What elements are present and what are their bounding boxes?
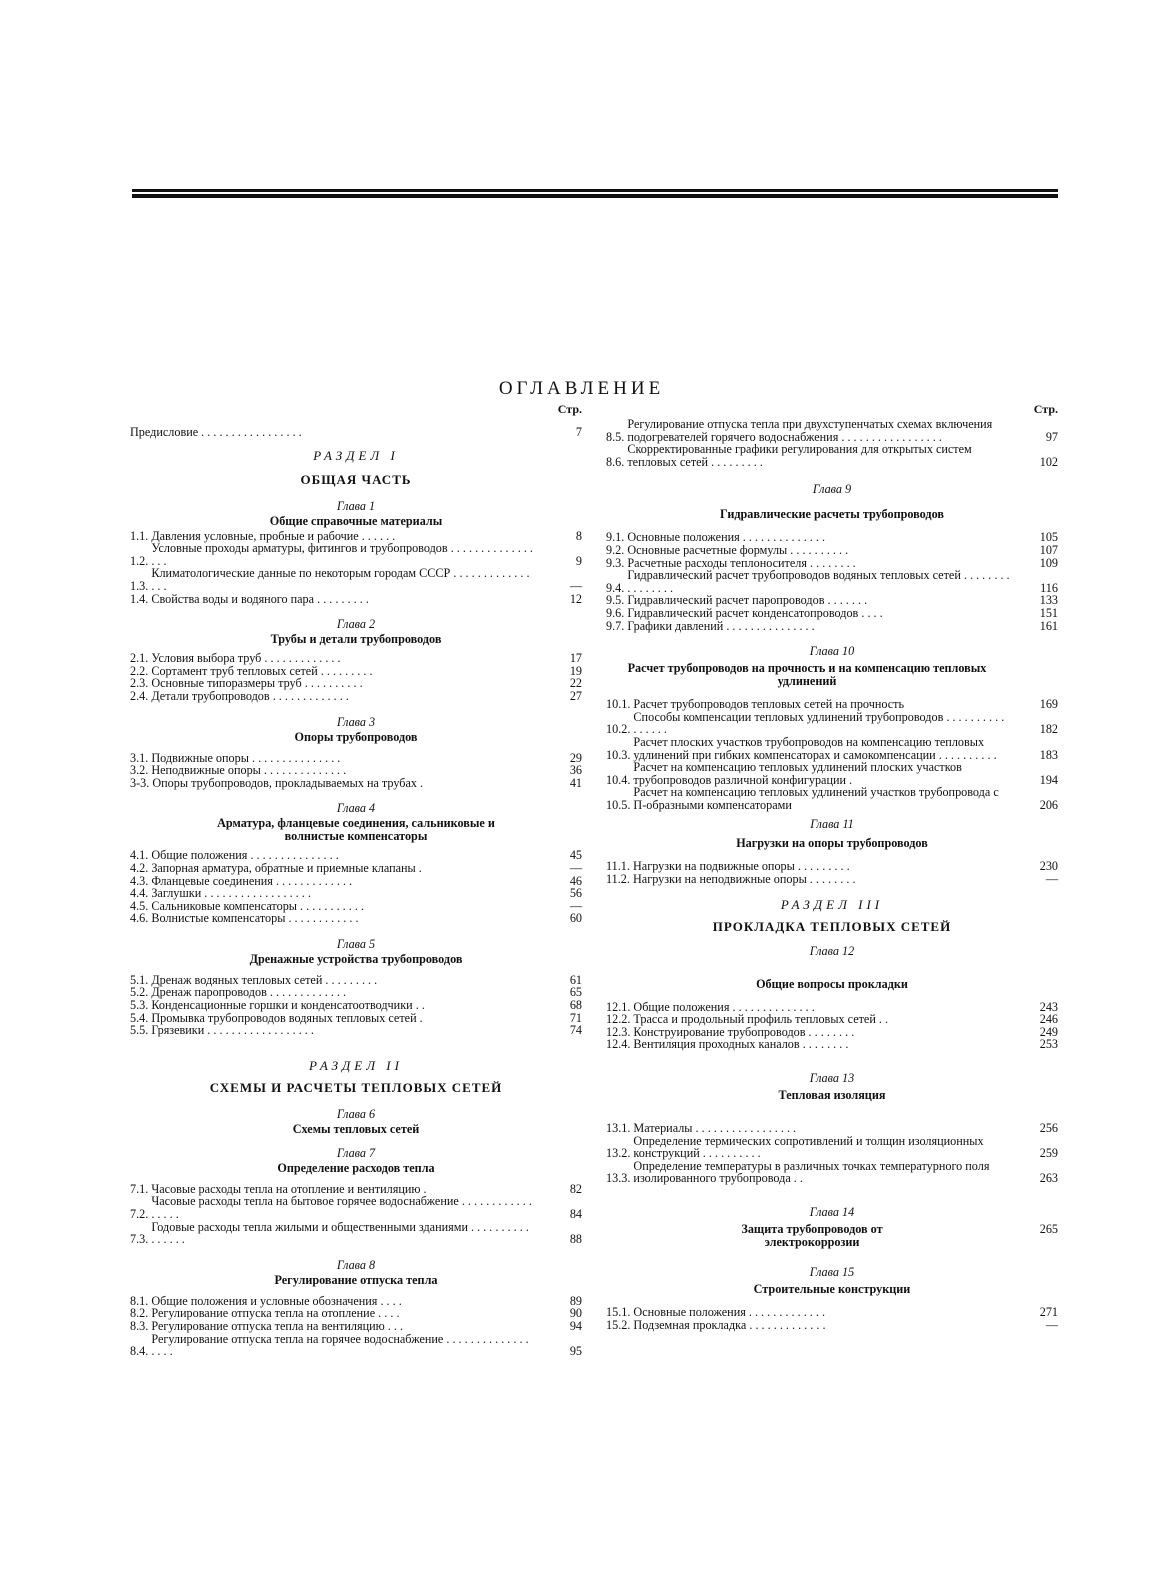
chapter-title: Строительные конструкции bbox=[753, 1282, 911, 1296]
chapter-label: Глава 7 bbox=[336, 1145, 376, 1160]
toc-entry: 4.2. Запорная арматура, обратные и приемные клапаны . — bbox=[130, 860, 582, 875]
toc-entry: 5.3. Конденсационные горшки и конденсатоотводчики . . 68 bbox=[130, 998, 582, 1013]
toc-entry: 7.2. Часовые расходы тепла на бытовое горячее водоснабжение . . . . . . . . . . . . . . . . . 84 bbox=[130, 1194, 582, 1222]
toc-entry: 3-3. Опоры трубопроводов, прокладываемых на трубах . 41 bbox=[130, 775, 582, 790]
chapter-title: Расчет трубопроводов на прочность и на компенсацию тепловых удлинений bbox=[627, 661, 987, 689]
toc-entry: 15.1. Основные положения . . . . . . . . . . . . . 271 bbox=[606, 1305, 1058, 1319]
toc-entry: 1.4. Свойства воды и водяного пара . . . . . . . . . 12 bbox=[130, 591, 582, 606]
chapter-title: Тепловая изоляция bbox=[778, 1088, 886, 1103]
toc-entry: 3.2. Неподвижные опоры . . . . . . . . . . . . . . 36 bbox=[130, 763, 582, 778]
toc-right-column bbox=[606, 402, 1058, 1331]
toc-entry: 5.4. Промывка трубопроводов водяных тепловых сетей . 71 bbox=[130, 1010, 582, 1025]
toc-entry: 9.1. Основные положения . . . . . . . . . . . . . . 105 bbox=[606, 530, 1058, 545]
toc-entry: 1.3. Климатологические данные по некоторым городам СССР . . . . . . . . . . . . . . . . — bbox=[130, 566, 582, 593]
toc-entry: 11.1. Нагрузки на подвижные опоры . . . . . . . . . 230 bbox=[606, 859, 1058, 874]
toc-entry: 9.6. Гидравлический расчет конденсатопроводов . . . . 151 bbox=[606, 605, 1058, 620]
toc-entry: 10.2. Способы компенсации тепловых удлинений трубопроводов . . . . . . . . . . . . . . . . 182 bbox=[606, 709, 1058, 737]
chapter-label: Глава 4 bbox=[336, 801, 376, 816]
chapter-title: Арматура, фланцевые соединения, сальниковые и волнистые компенсаторы bbox=[217, 816, 495, 844]
chapter-title: Схемы тепловых сетей bbox=[292, 1121, 420, 1136]
section-title: СХЕМЫ И РАСЧЕТЫ ТЕПЛОВЫХ СЕТЕЙ bbox=[209, 1079, 503, 1095]
toc-left-column bbox=[130, 402, 582, 1358]
toc-entry: 12.1. Общие положения . . . . . . . . . . . . . . 243 bbox=[606, 999, 1058, 1014]
chapter-title: Нагрузки на опоры трубопроводов bbox=[736, 836, 928, 851]
toc-entry: 4.4. Заглушки . . . . . . . . . . . . . . . . . . 56 bbox=[130, 886, 582, 901]
toc-entry: 4.6. Волнистые компенсаторы . . . . . . . . . . . . 60 bbox=[130, 911, 582, 926]
chapter-page: 265 bbox=[1039, 1222, 1058, 1236]
page-column-header: Стр. bbox=[1033, 402, 1058, 416]
toc-entry: 9.3. Расчетные расходы теплоносителя . . . . . . . . 109 bbox=[606, 555, 1058, 570]
chapter-title: Общие вопросы прокладки bbox=[756, 976, 908, 991]
toc-entry: 7.3. Годовые расходы тепла жилыми и общественными зданиями . . . . . . . . . . . . . . . . 88 bbox=[130, 1219, 582, 1247]
chapter-label: Глава 6 bbox=[336, 1106, 376, 1121]
chapter-title: Регулирование отпуска тепла bbox=[274, 1272, 438, 1287]
chapter-title: Трубы и детали трубопроводов bbox=[270, 632, 442, 647]
toc-entry: 3.1. Подвижные опоры . . . . . . . . . . . . . . . 29 bbox=[130, 750, 582, 765]
section-label: РАЗДЕЛ III bbox=[780, 896, 884, 912]
chapter-title: Дренажные устройства трубопроводов bbox=[249, 951, 463, 966]
chapter-title: Определение расходов тепла bbox=[277, 1160, 435, 1175]
chapter-label: Глава 3 bbox=[336, 714, 376, 729]
toc-entry: 10.5. Расчет на компенсацию тепловых удлинений участков трубопровода с П-образными компенсаторами 206 bbox=[606, 785, 1058, 812]
toc-entry: 5.2. Дренаж паропроводов . . . . . . . . . . . . . 65 bbox=[130, 985, 582, 1000]
toc-entry: 2.2. Сортамент труб тепловых сетей . . . . . . . . . 19 bbox=[130, 663, 582, 678]
chapter-14-row bbox=[606, 1223, 1058, 1249]
toc-entry: 8.6. Скорректированные графики регулирования для открытых систем тепловых сетей . . . . . . . . . 102 bbox=[606, 442, 1058, 469]
section-label: РАЗДЕЛ II bbox=[309, 1057, 403, 1073]
toc-entry: 12.3. Конструирование трубопроводов . . . . . . . . 249 bbox=[606, 1024, 1058, 1039]
toc-entry: 10.4. Расчет на компенсацию тепловых удлинений плоских участков трубопроводов различной конфигурации . 194 bbox=[606, 760, 1058, 787]
toc-entry: 4.5. Сальниковые компенсаторы . . . . . . . . . . . — bbox=[130, 898, 582, 913]
toc-entry: 4.3. Фланцевые соединения . . . . . . . . . . . . . 46 bbox=[130, 873, 582, 888]
chapter-title: Гидравлические расчеты трубопроводов bbox=[720, 507, 944, 522]
toc-entry: 12.4. Вентиляция проходных каналов . . . . . . . . 253 bbox=[606, 1037, 1058, 1052]
toc-entry: 13.2. Определение термических сопротивлений и толщин изоляционных конструкций . . . . . . . . . . 259 bbox=[606, 1133, 1058, 1161]
section-title: ПРОКЛАДКА ТЕПЛОВЫХ СЕТЕЙ bbox=[712, 918, 952, 934]
toc-entry: 1.2. Условные проходы арматуры, фитингов и трубопроводов . . . . . . . . . . . . . . . . . 9 bbox=[130, 541, 582, 568]
toc-entry: 8.1. Общие положения и условные обозначения . . . . 89 bbox=[130, 1293, 582, 1308]
toc-entry: 8.4. Регулирование отпуска тепла на горячее водоснабжение . . . . . . . . . . . . . . . . . . 95 bbox=[130, 1331, 582, 1359]
toc-entry: 8.2. Регулирование отпуска тепла на отопление . . . . 90 bbox=[130, 1306, 582, 1321]
toc-entry: 8.3. Регулирование отпуска тепла на вентиляцию . . . 94 bbox=[130, 1319, 582, 1333]
chapter-label: Глава 5 bbox=[336, 936, 376, 951]
page-title: ОГЛАВЛЕНИЕ bbox=[498, 378, 665, 399]
toc-entry: 7.1. Часовые расходы тепла на отопление и вентиляцию . 82 bbox=[130, 1181, 582, 1196]
toc-entry: 9.5. Гидравлический расчет паропроводов . . . . . . . 133 bbox=[606, 593, 1058, 608]
toc-entry: 2.1. Условия выбора труб . . . . . . . . . . . . . 17 bbox=[130, 651, 582, 666]
toc-entry: 10.1. Расчет трубопроводов тепловых сетей на прочность 169 bbox=[606, 697, 1058, 712]
chapter-label: Глава 1 bbox=[336, 498, 376, 513]
section-label: РАЗДЕЛ I bbox=[313, 447, 399, 463]
chapter-label: Глава 13 bbox=[809, 1071, 855, 1086]
toc-entry: 9.2. Основные расчетные формулы . . . . . . . . . . 107 bbox=[606, 542, 1058, 557]
chapter-label: Глава 9 bbox=[812, 482, 852, 497]
toc-entry: 1.1. Давления условные, пробные и рабочие . . . . . . 8 bbox=[130, 528, 582, 543]
chapter-label: Глава 11 bbox=[810, 817, 854, 832]
toc-entry: 9.7. Графики давлений . . . . . . . . . . . . . . . 161 bbox=[606, 618, 1058, 633]
toc-entry: 9.4. Гидравлический расчет трубопроводов водяных тепловых сетей . . . . . . . . . . . . . . . . 116 bbox=[606, 568, 1058, 595]
chapter-label: Глава 2 bbox=[336, 617, 376, 632]
chapter-label: Глава 15 bbox=[809, 1265, 855, 1279]
toc-entry: 2.4. Детали трубопроводов . . . . . . . . . . . . . 27 bbox=[130, 688, 582, 703]
toc-entry: 12.2. Трасса и продольный профиль тепловых сетей . . 246 bbox=[606, 1012, 1058, 1027]
chapter-title: Общие справочные материалы bbox=[269, 513, 443, 528]
toc-entry: 5.5. Грязевики . . . . . . . . . . . . . . . . . . 74 bbox=[130, 1023, 582, 1038]
toc-entry: 11.2. Нагрузки на неподвижные опоры . . . . . . . . — bbox=[606, 872, 1058, 887]
toc-entry: 13.3. Определение температуры в различных точках температурного поля изолированного трубопровода . . 263 bbox=[606, 1158, 1058, 1186]
toc-entry: 2.3. Основные типоразмеры труб . . . . . . . . . . 22 bbox=[130, 676, 582, 691]
top-rule-thick bbox=[132, 194, 1058, 198]
chapter-title: Защита трубопроводов от электрокоррозии bbox=[741, 1222, 883, 1249]
chapter-label: Глава 12 bbox=[809, 943, 855, 958]
toc-entry: 13.1. Материалы . . . . . . . . . . . . . . . . . 256 bbox=[606, 1121, 1058, 1136]
toc-entry: 8.5. Регулирование отпуска тепла при двухступенчатых схемах включения подогревателей горячего водоснабжения . . . . . . . . . . . . . . . . . 97 bbox=[606, 417, 1058, 444]
page-column-header: Стр. bbox=[557, 402, 582, 416]
toc-entry: 15.2. Подземная прокладка . . . . . . . . . . . . . — bbox=[606, 1317, 1058, 1332]
top-rule-thin bbox=[132, 189, 1058, 192]
toc-entry: Предисловие . . . . . . . . . . . . . . . . . 7 bbox=[130, 425, 582, 439]
toc-entry: 5.1. Дренаж водяных тепловых сетей . . . . . . . . . 61 bbox=[130, 972, 582, 987]
section-title: ОБЩАЯ ЧАСТЬ bbox=[300, 471, 412, 487]
chapter-label: Глава 14 bbox=[809, 1205, 855, 1219]
chapter-label: Глава 8 bbox=[336, 1257, 376, 1272]
toc-entry: 4.1. Общие положения . . . . . . . . . . . . . . . 45 bbox=[130, 848, 582, 863]
chapter-label: Глава 10 bbox=[809, 644, 855, 659]
toc-entry: 10.3. Расчет плоских участков трубопроводов на компенсацию тепловых удлинений при гибких компенсаторах и самокомпенсации . . . . . . . . . . 183 bbox=[606, 734, 1058, 762]
chapter-title: Опоры трубопроводов bbox=[294, 729, 418, 744]
